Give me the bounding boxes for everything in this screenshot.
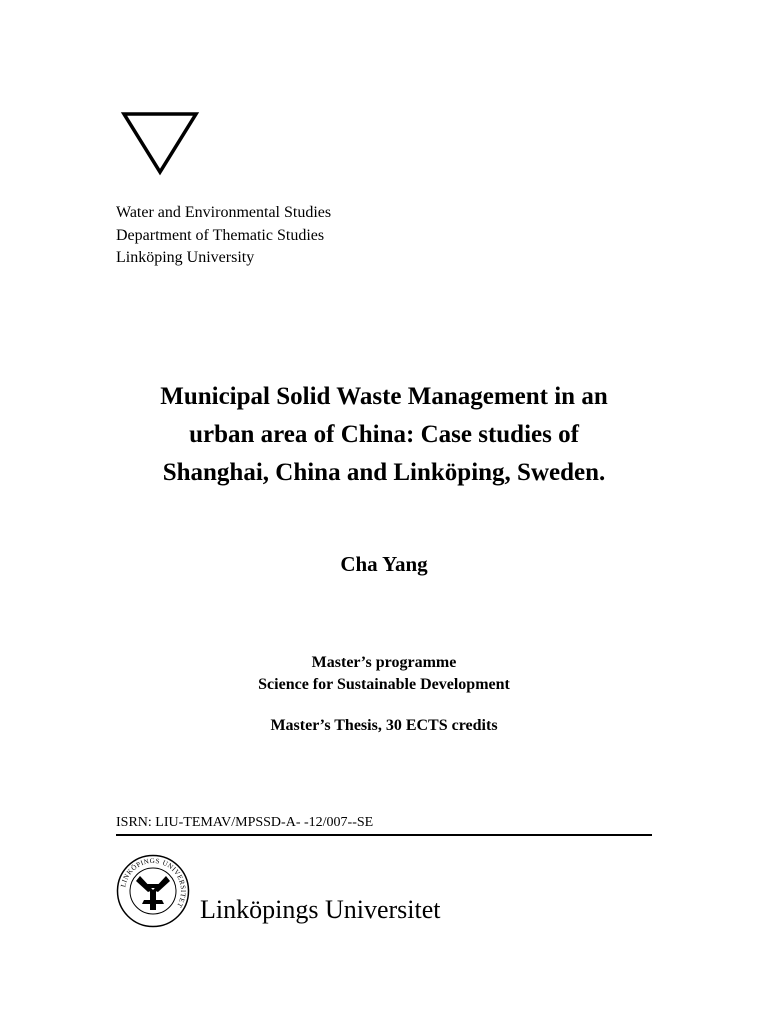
programme-line: Master’s programme bbox=[311, 654, 457, 671]
inverted-triangle-icon bbox=[120, 110, 200, 176]
svg-text:LINKÖPINGS UNIVERSITET: LINKÖPINGS UNIVERSITET bbox=[119, 856, 188, 910]
title-line: urban area of China: Case studies of bbox=[189, 421, 579, 448]
programme-block bbox=[0, 652, 768, 696]
department-block bbox=[116, 202, 331, 270]
title-line: Municipal Solid Waste Management in an bbox=[160, 383, 608, 410]
department-line: Department of Thematic Studies bbox=[116, 226, 325, 244]
department-line: Linköping University bbox=[116, 249, 255, 266]
university-seal-icon bbox=[116, 854, 190, 928]
department-line: Water and Environmental Studies bbox=[116, 204, 332, 221]
title-line: Shanghai, China and Linköping, Sweden. bbox=[162, 459, 606, 486]
divider bbox=[116, 834, 652, 836]
author-name: Cha Yang bbox=[340, 552, 428, 576]
isrn-number: ISRN: LIU-TEMAV/MPSSD-A- -12/007--SE bbox=[116, 815, 374, 830]
thesis-title bbox=[0, 378, 768, 492]
university-name: Linköpings Universitet bbox=[200, 895, 441, 924]
programme-line: Science for Sustainable Development bbox=[258, 676, 510, 693]
thesis-type: Master’s Thesis, 30 ECTS credits bbox=[270, 717, 498, 734]
